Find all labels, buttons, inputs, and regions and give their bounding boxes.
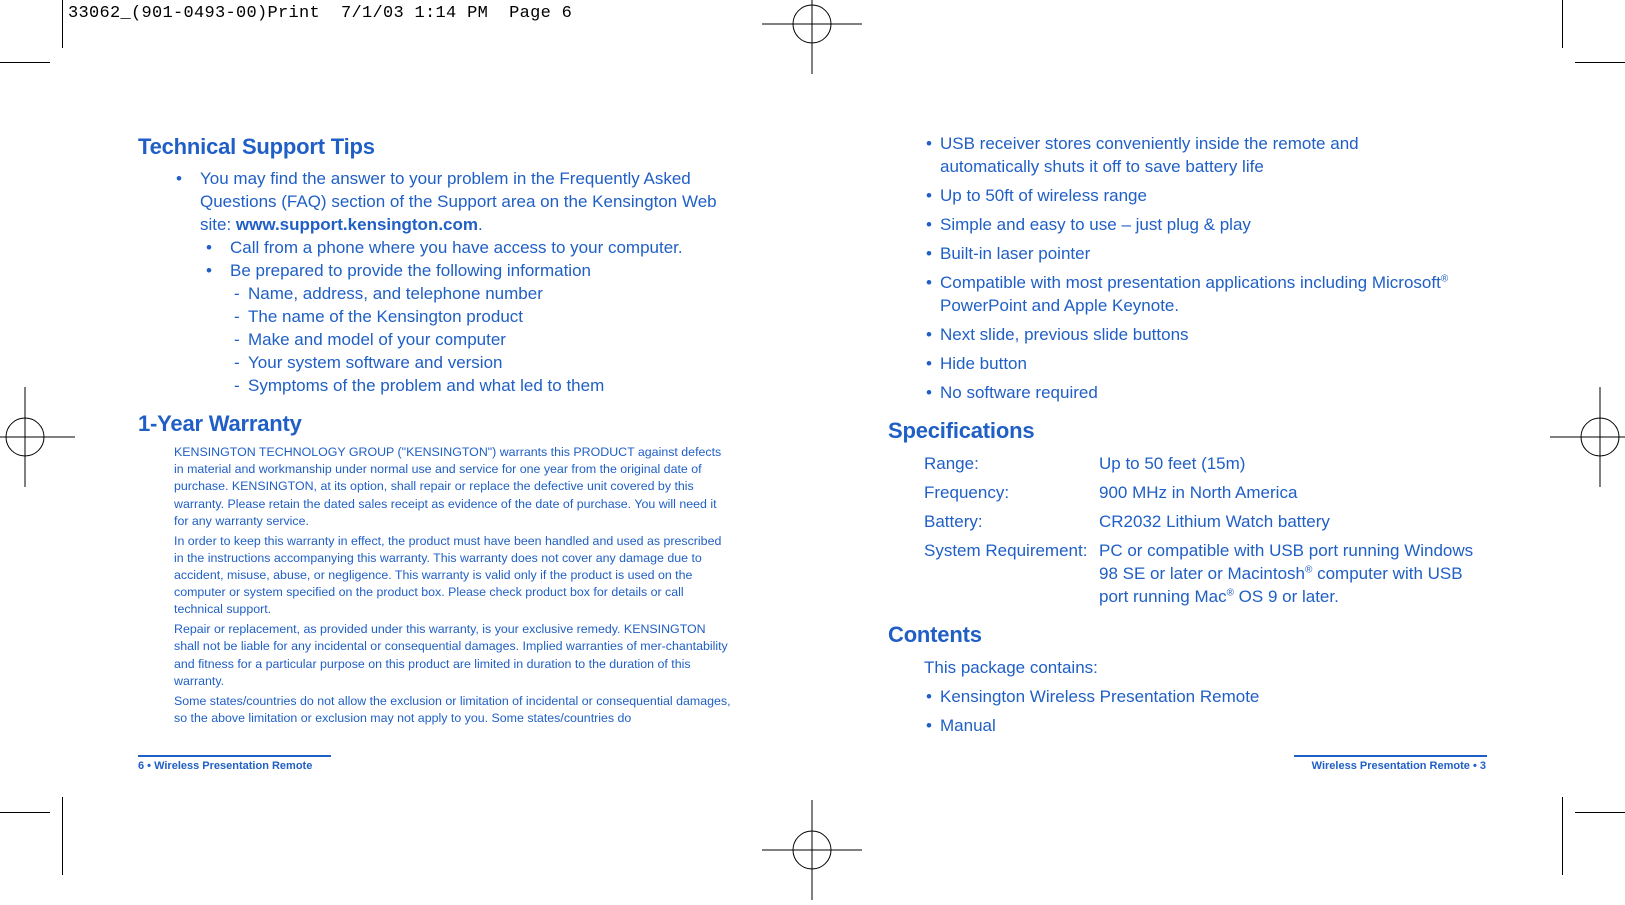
spec-value: 900 MHz in North America bbox=[1099, 483, 1298, 502]
warranty-paragraph: Some states/countries do not allow the exclusion or limitation of incidental or consequential damages, so the above limitation or exclusion may not apply to you. Some states/countries do bbox=[174, 693, 731, 725]
tip-main-line1: You may find the answer to your problem in the Frequently Asked bbox=[200, 169, 691, 188]
tip-main-item bbox=[176, 167, 736, 237]
crop-mark-top-right-v bbox=[1562, 0, 1563, 48]
registered-mark: ® bbox=[1440, 273, 1449, 285]
info-item-text: The name of the Kensington product bbox=[248, 307, 524, 326]
crop-mark-bottom-right-h bbox=[1575, 812, 1625, 813]
feature-item bbox=[888, 271, 1498, 317]
contents-intro-text: This package contains: bbox=[924, 658, 1098, 677]
registered-mark: ® bbox=[1226, 587, 1234, 599]
registration-mark-top-icon bbox=[762, 0, 862, 74]
bullet: • bbox=[926, 215, 932, 234]
bullet: • bbox=[926, 687, 932, 706]
crop-mark-bottom-left-h bbox=[0, 812, 50, 813]
warranty-body bbox=[174, 444, 734, 730]
contents-heading: Contents bbox=[888, 622, 982, 647]
feature-text: No software required bbox=[940, 383, 1098, 402]
print-slug-line: 33062_(901-0493-00)Print 7/1/03 1:14 PM Page 6 bbox=[68, 4, 573, 23]
specifications-heading: Specifications bbox=[888, 418, 1035, 443]
sysreq-part2: computer with USB port running Mac bbox=[1099, 564, 1463, 606]
spec-label: Frequency: bbox=[924, 483, 1010, 502]
sysreq-part1: PC or compatible with USB port running Windows 98 SE or later or Macintosh bbox=[1099, 541, 1474, 583]
bullet: • bbox=[926, 325, 932, 344]
info-item-text: Make and model of your computer bbox=[248, 330, 506, 349]
crop-mark-bottom-right-v bbox=[1562, 797, 1563, 875]
bullet: • bbox=[926, 383, 932, 402]
bullet: • bbox=[926, 716, 932, 735]
feature-text: Up to 50ft of wireless range bbox=[940, 186, 1147, 205]
bullet: • bbox=[926, 273, 932, 292]
registration-mark-right-icon bbox=[1550, 387, 1625, 487]
dash: - bbox=[234, 307, 240, 326]
compat-line1: Compatible with most presentation applications including Microsoft bbox=[940, 273, 1441, 292]
compat-line2: PowerPoint and Apple Keynote. bbox=[940, 296, 1180, 315]
crop-mark-bottom-left-v bbox=[62, 797, 63, 875]
registered-mark: ® bbox=[1304, 564, 1313, 576]
right-footer-text: Wireless Presentation Remote • 3 bbox=[1311, 760, 1486, 772]
bullet: • bbox=[926, 134, 932, 153]
crop-mark-top-left-h bbox=[0, 62, 50, 63]
tip-main-line3 bbox=[200, 213, 483, 236]
warranty-heading: 1-Year Warranty bbox=[138, 411, 302, 436]
feature-text: USB receiver stores conveniently inside the remote and automatically shuts it off to save battery life bbox=[940, 134, 1359, 176]
sub-bullet-text: Call from a phone where you have access to your computer. bbox=[230, 238, 683, 257]
crop-mark-top-left-v bbox=[62, 0, 63, 48]
feature-text-compat bbox=[940, 271, 1500, 317]
tip-main-line2: Questions (FAQ) section of the Support area on the Kensington Web bbox=[200, 192, 717, 211]
warranty-paragraph: Repair or replacement, as provided under this warranty, is your exclusive remedy. KENSINGTON shall not be liable for any incidental or consequential damages. Implied warranties of mer-chantability and fitness for a particular purpose on this product are limited in duration to the duration of this warranty. bbox=[174, 622, 728, 688]
registration-mark-bottom-icon bbox=[762, 800, 862, 900]
registration-mark-left-icon bbox=[0, 387, 75, 487]
feature-text: Next slide, previous slide buttons bbox=[940, 325, 1189, 344]
right-footer-rule bbox=[1294, 755, 1487, 757]
sub-bullet-text: Be prepared to provide the following information bbox=[230, 261, 591, 280]
dash: - bbox=[234, 376, 240, 395]
bullet: • bbox=[926, 354, 932, 373]
spec-value-sysreq bbox=[1099, 539, 1489, 608]
bullet: • bbox=[926, 244, 932, 263]
feature-text: Built-in laser pointer bbox=[940, 244, 1091, 263]
spec-label: System Requirement: bbox=[924, 541, 1088, 560]
feature-text: Hide button bbox=[940, 354, 1027, 373]
spec-label: Battery: bbox=[924, 512, 983, 531]
contents-item-text: Manual bbox=[940, 716, 996, 735]
tip-site-prefix: site: bbox=[200, 215, 236, 234]
support-url-link[interactable]: www.support.kensington.com bbox=[235, 215, 479, 234]
bullet: • bbox=[926, 186, 932, 205]
feature-text: Simple and easy to use – just plug & play bbox=[940, 215, 1251, 234]
warranty-paragraph: In order to keep this warranty in effect, the product must have been handled and used as prescribed in the instructions accompanying this warranty. This warranty does not cover any damage due to accident, misuse, abuse, or negligence. This warranty is valid only if the product is used on the computer or system specified on the product box. Please check product box for details or call technical support. bbox=[174, 533, 722, 617]
spec-row-system-requirement bbox=[924, 539, 1498, 609]
info-item-text: Your system software and version bbox=[248, 353, 503, 372]
bullet: • bbox=[176, 169, 182, 188]
crop-mark-top-right-h bbox=[1575, 62, 1625, 63]
tip-site-suffix: . bbox=[478, 215, 483, 234]
dash: - bbox=[234, 353, 240, 372]
left-footer-rule bbox=[138, 755, 331, 757]
contents-item-text: Kensington Wireless Presentation Remote bbox=[940, 687, 1260, 706]
left-footer-text: 6 • Wireless Presentation Remote bbox=[138, 760, 313, 772]
dash: - bbox=[234, 284, 240, 303]
spec-label: Range: bbox=[924, 454, 979, 473]
bullet: • bbox=[206, 261, 212, 280]
spec-value: Up to 50 feet (15m) bbox=[1099, 454, 1246, 473]
warranty-paragraph: KENSINGTON TECHNOLOGY GROUP ("KENSINGTON") warrants this PRODUCT against defects in material and workmanship under normal use and service for one year from the original date of purchase. KENSINGTON, at its option, shall repair or replace the defective unit covered by this warranty. Please retain the dated sales receipt as evidence of the date of purchase. You will need it for any warranty service. bbox=[174, 445, 722, 528]
info-item-text: Name, address, and telephone number bbox=[248, 284, 543, 303]
dash: - bbox=[234, 330, 240, 349]
feature-item bbox=[888, 132, 1498, 178]
info-item-text: Symptoms of the problem and what led to them bbox=[248, 376, 605, 395]
tech-support-heading: Technical Support Tips bbox=[138, 134, 375, 159]
sysreq-part3: OS 9 or later. bbox=[1233, 587, 1339, 606]
spec-value: CR2032 Lithium Watch battery bbox=[1099, 512, 1330, 531]
bullet: • bbox=[206, 238, 212, 257]
